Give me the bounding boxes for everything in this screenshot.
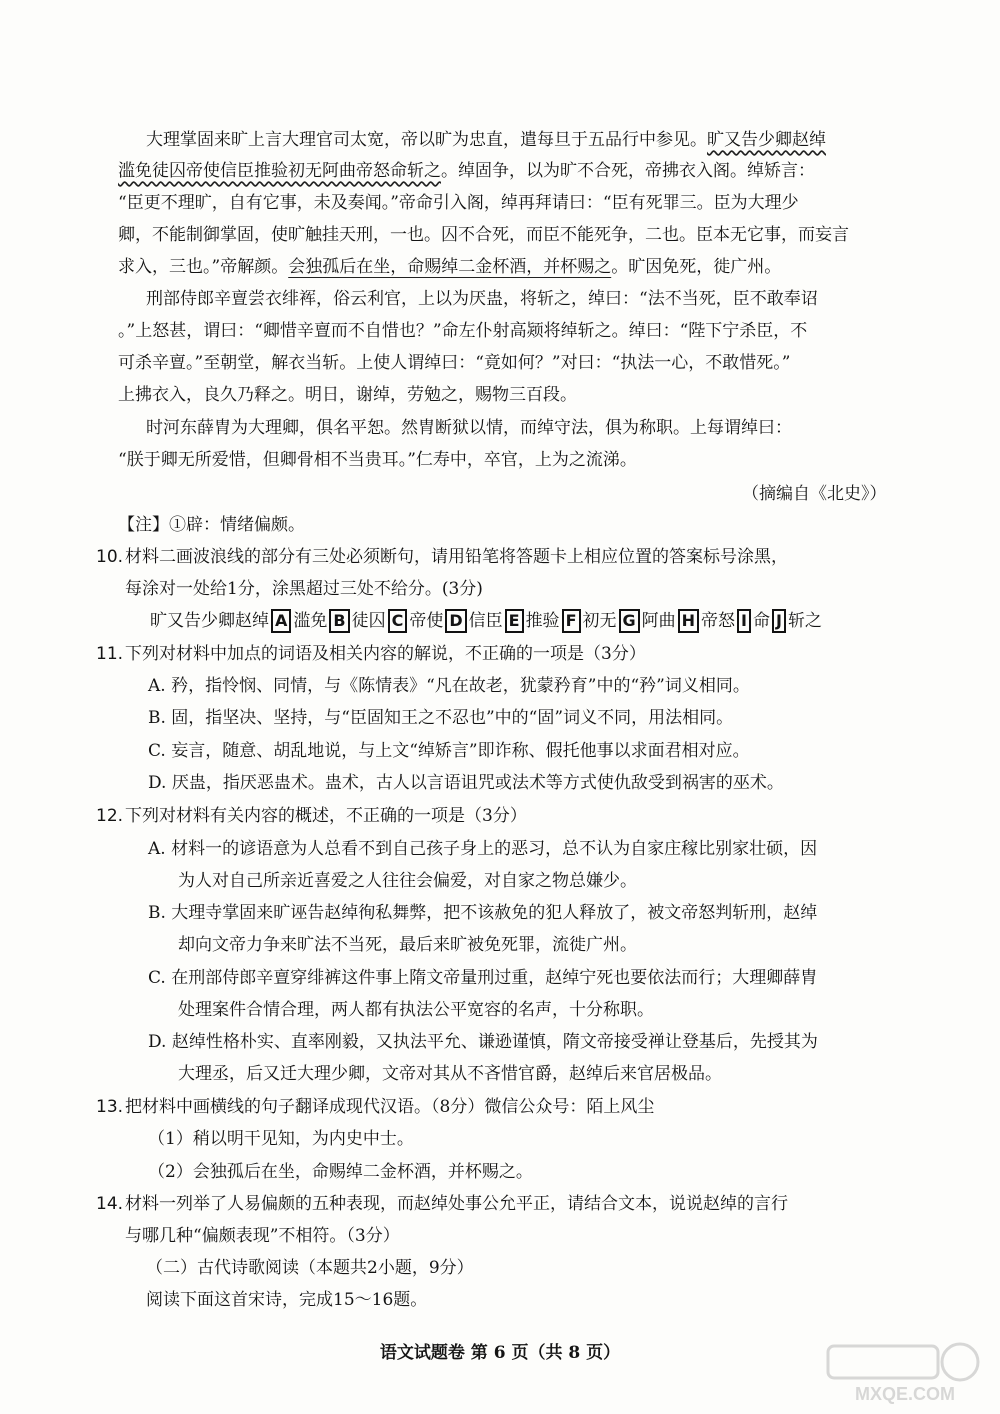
p1-line3: “臣更不理旷，自有它事，未及奏闻。”帝命引入阁，绰再拜请曰：“臣有死罪三。臣为大理少 <box>118 193 799 213</box>
p1-line1 <box>146 126 826 154</box>
p1-line5 <box>118 253 781 281</box>
segment: 阿曲 <box>641 611 676 631</box>
option-box-b[interactable]: B <box>329 609 349 633</box>
option-box-g[interactable]: G <box>619 609 640 633</box>
footnote: 【注】①辟：情绪偏颇。 <box>118 515 305 535</box>
p2-line1: 刑部侍郎辛亶尝衣绯裈，俗云利官，上以为厌蛊，将斩之，绰曰：“法不当死，臣不敢奉诏 <box>146 289 818 309</box>
watermark-frame <box>828 1346 938 1378</box>
option-box-i[interactable]: I <box>737 609 751 633</box>
q11-option-b: B. 固，指坚决、坚持，与“臣固知王之不忍也”中的“固”词义不同，用法相同。 <box>148 708 734 728</box>
underlined-sentence: 会独孤后在坐，命赐绰二金杯酒，并杯赐之 <box>288 257 612 277</box>
q14-number: 14. <box>96 1194 124 1214</box>
p1-line2 <box>118 157 815 185</box>
q10-number: 10. <box>96 547 124 567</box>
q11-option-c: C. 妄言，随意、胡乱地说，与上文“绰矫言”即诈称、假托他事以求面君相对应。 <box>148 741 750 761</box>
q13-sentence-2: （2）会独孤后在坐，命赐绰二金杯酒，并杯赐之。 <box>148 1162 533 1182</box>
p2-line3: 可杀辛亶。”至朝堂，解衣当斩。上使人谓绰曰：“竟如何？”对曰：“执法一心，不敢惜死。” <box>118 353 791 373</box>
p1-text: 。旷因免死，徙广州。 <box>611 257 782 277</box>
watermark-logo <box>820 1340 990 1406</box>
p2-line4: 上拂衣入，良久乃释之。明日，谢绰，劳勉之，赐物三百段。 <box>118 385 577 405</box>
q13-number: 13. <box>96 1097 124 1117</box>
p3-line2: “朕于卿无所爱惜，但卿骨相不当贵耳。”仁寿中，卒官，上为之流涕。 <box>118 450 637 470</box>
q14-line2: 与哪几种“偏颇表现”不相符。（3分） <box>125 1226 400 1246</box>
q11-option-d: D. 厌蛊，指厌恶蛊术。蛊术，古人以言语诅咒或法术等方式使仇敌受到祸害的巫术。 <box>148 773 784 793</box>
option-box-e[interactable]: E <box>505 609 524 633</box>
q12-option-b-line2: 却向文帝力争来旷法不当死，最后来旷被免死罪，流徙广州。 <box>178 935 637 955</box>
q13-sentence-1: （1）稍以明干见知，为内史中士。 <box>148 1129 414 1149</box>
q12-number: 12. <box>96 806 124 826</box>
p2-line2: 。”上怒甚，谓曰：“卿惜辛亶而不自惜也？”命左仆射高颎将绰斩之。绰曰：“陛下宁杀臣，不 <box>118 321 808 341</box>
p1-line4: 卿，不能制御掌固，使旷触挂天刑，一也。囚不合死，而臣不能死争，二也。臣本无它事，而妄言 <box>118 225 849 245</box>
q12-option-c-line1: C. 在刑部侍郎辛亶穿绯裤这件事上隋文帝量刑过重，赵绰宁死也要依法而行；大理卿薛胄 <box>148 968 818 988</box>
reading-instruction: 阅读下面这首宋诗，完成15～16题。 <box>146 1290 428 1310</box>
q12-option-a-line1: A. 材料一的谚语意为人总看不到自己孩子身上的恶习，总不认为自家庄稼比别家壮硕，因 <box>148 839 818 859</box>
q10-line1: 材料二画波浪线的部分有三处必须断句，请用铅笔将答题卡上相应位置的答案标号涂黑， <box>125 547 788 567</box>
segment: 旷又告少卿赵绰 <box>150 611 269 631</box>
segment: 信臣 <box>468 611 503 631</box>
q11-stem: 下列对材料中加点的词语及相关内容的解说，不正确的一项是（3分） <box>125 644 646 664</box>
segment: 帝怒 <box>701 611 736 631</box>
p3-line1: 时河东薛胄为大理卿，俱名平恕。然胄断狱以情，而绰守法，俱为称职。上每谓绰曰： <box>146 418 792 438</box>
segment: 推验 <box>525 611 560 631</box>
page-footer: 语文试题卷 第 6 页（共 8 页） <box>379 1343 621 1363</box>
q12-option-b-line1: B. 大理寺掌固来旷诬告赵绰徇私舞弊，把不该赦免的犯人释放了，被文帝怒判斩刑，赵绰 <box>148 903 818 923</box>
watermark-circle <box>942 1344 978 1380</box>
option-box-d[interactable]: D <box>445 609 466 633</box>
segment: 斩之 <box>787 611 822 631</box>
q13-stem: 把材料中画横线的句子翻译成现代汉语。（8分）微信公众号：陌上风尘 <box>125 1097 655 1117</box>
p1-text: 。绰固争，以为旷不合死，帝拂衣入阁。绰矫言： <box>441 161 815 181</box>
wavy-sentence: 旷又告少卿赵绰 <box>707 130 826 150</box>
segment: 帝使 <box>409 611 444 631</box>
segment: 徒囚 <box>351 611 386 631</box>
q10-line2: 每涂对一处给1分，涂黑超过三处不给分。(3分) <box>125 579 483 599</box>
option-box-h[interactable]: H <box>678 609 699 633</box>
q12-option-d-line1: D. 赵绰性格朴实、直率刚毅，又执法平允、谦逊谨慎，隋文帝接受禅让登基后，先授其为 <box>148 1032 818 1052</box>
q12-option-c-line2: 处理案件合情合理，两人都有执法公平宽容的名声，十分称职。 <box>178 1000 654 1020</box>
segment: 初无 <box>582 611 617 631</box>
option-box-c[interactable]: C <box>388 609 408 633</box>
segment: 命 <box>752 611 770 631</box>
segment: 滥免 <box>293 611 328 631</box>
q12-stem: 下列对材料有关内容的概述，不正确的一项是（3分） <box>125 806 527 826</box>
source-citation: （摘编自《北史》） <box>742 484 887 504</box>
wavy-sentence: 滥免徒囚帝使信臣推验初无阿曲帝怒命斩之 <box>118 161 441 181</box>
p1-text: 求入，三也。”帝解颜。 <box>118 257 289 277</box>
option-box-j[interactable]: J <box>772 609 786 633</box>
watermark-text: MXQE.COM <box>854 1384 956 1404</box>
option-box-a[interactable]: A <box>271 609 291 633</box>
q11-option-a: A. 矜，指怜悯、同情，与《陈情表》“凡在故老，犹蒙矜育”中的“矜”词义相同。 <box>148 676 750 696</box>
q12-option-d-line2: 大理丞，后又迁大理少卿，文帝对其从不吝惜官爵，赵绰后来官居极品。 <box>178 1064 722 1084</box>
p1-text: 大理掌固来旷上言大理官司太宽，帝以旷为忠直，遣每旦于五品行中参见。 <box>146 130 707 150</box>
q14-line1: 材料一列举了人易偏颇的五种表现，而赵绰处事公允平正，请结合文本，说说赵绰的言行 <box>125 1194 788 1214</box>
q11-number: 11. <box>96 644 124 664</box>
q10-answer-row <box>150 607 822 635</box>
q12-option-a-line2: 为人对自己所亲近喜爱之人往往会偏爱，对自家之物总嫌少。 <box>178 871 637 891</box>
option-box-f[interactable]: F <box>562 609 581 633</box>
section-heading: （二）古代诗歌阅读（本题共2小题，9分） <box>146 1258 474 1278</box>
